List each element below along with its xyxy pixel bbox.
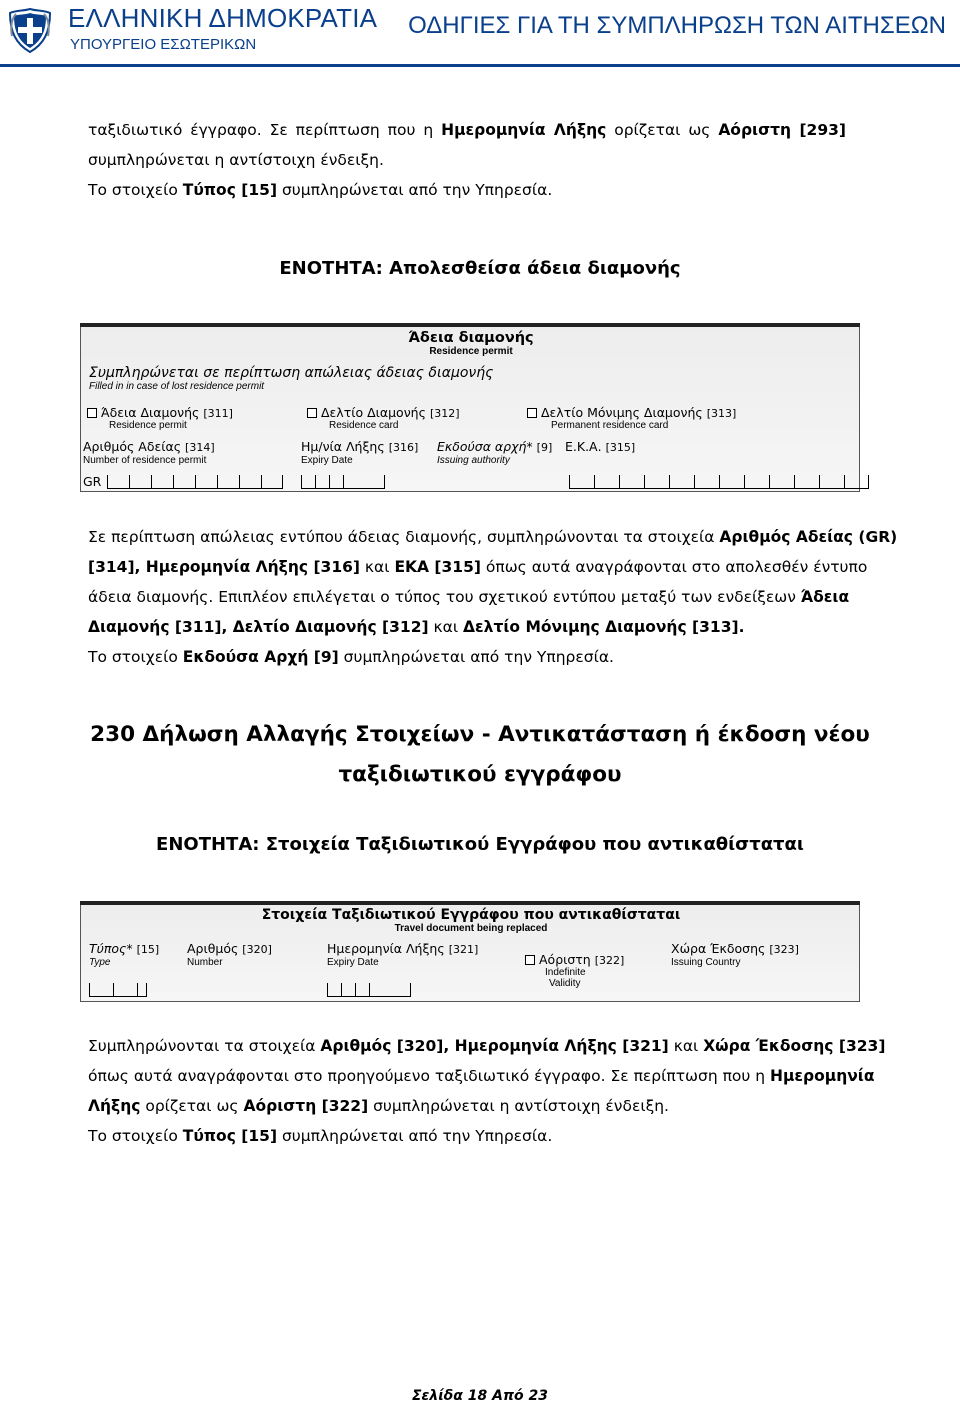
intro-line-1: ταξιδιωτικό έγγραφο. Σε περίπτωση που η Ημερομηνία Λήξης ορίζεται ως Αόριστη [293] [88, 121, 846, 139]
permit-number-input[interactable] [107, 475, 283, 489]
form-top-bar [80, 323, 860, 327]
digit-slot[interactable] [217, 475, 239, 489]
type-slot[interactable] [89, 983, 113, 997]
digit-slot[interactable] [173, 475, 195, 489]
page-header [0, 0, 960, 62]
option-permanent-card-en: Permanent residence card [551, 420, 669, 431]
option-permanent-card[interactable]: Δελτίο Μόνιμης Διαμονής [313] [527, 405, 736, 420]
digit-slot[interactable] [151, 475, 173, 489]
intro-line-3: Το στοιχείο Τύπος [15] συμπληρώνεται από την Υπηρεσία. [88, 181, 553, 199]
field-country-en: Issuing Country [671, 957, 741, 968]
option-residence-card-en: Residence card [329, 420, 399, 431]
form-header-subtitle: Residence permit [429, 346, 513, 357]
field-country-label: Χώρα Έκδοσης [323] [671, 941, 799, 956]
eka-slot[interactable] [769, 475, 794, 489]
page-number: Σελίδα 18 Από 23 [411, 1388, 549, 1404]
eka-slot[interactable] [594, 475, 619, 489]
field-issuing-authority-en: Issuing authority [437, 455, 510, 466]
eka-slot[interactable] [619, 475, 644, 489]
instr1-line-1: Σε περίπτωση απώλειας εντύπου άδειας διαμονής, συμπληρώνονται τα στοιχεία Αριθμός Αδείας (GR) [88, 528, 898, 546]
header-divider [0, 64, 960, 67]
date-slot[interactable] [327, 983, 341, 997]
eka-slot[interactable] [694, 475, 719, 489]
option-indefinite[interactable]: Αόριστη [322] [525, 952, 624, 967]
intro-line-2: συμπληρώνεται η αντίστοιχη ένδειξη. [88, 151, 384, 169]
instr2-line-4: Το στοιχείο Τύπος [15] συμπληρώνεται από την Υπηρεσία. [88, 1127, 553, 1145]
section-title-travel-document: ΕΝΟΤΗΤΑ: Στοιχεία Ταξιδιωτικού Εγγράφου που αντικαθίσταται [156, 834, 804, 855]
date-slot[interactable] [341, 983, 355, 997]
field-expiry-en: Expiry Date [327, 957, 379, 968]
instr2-line-3: Λήξης ορίζεται ως Αόριστη [322] συμπληρώνεται η αντίστοιχη ένδειξη. [88, 1097, 669, 1115]
expiry-date-input[interactable] [301, 475, 385, 489]
field-issuing-authority-label: Εκδούσα αρχή* [9] [437, 439, 553, 454]
date-slot[interactable] [301, 475, 315, 489]
checkbox-residence-card[interactable] [307, 408, 317, 418]
digit-slot[interactable] [195, 475, 217, 489]
ministry-name: ΥΠΟΥΡΓΕΙΟ ΕΣΩΤΕΡΙΚΩΝ [70, 36, 257, 53]
intro-paragraph [88, 115, 846, 205]
type-input[interactable] [89, 983, 147, 997]
form-header-title: Στοιχεία Ταξιδιωτικού Εγγράφου που αντικαθίσταται [261, 907, 681, 923]
travel-document-instructions [88, 1031, 886, 1151]
option-residence-permit[interactable]: Άδεια Διαμονής [311] [87, 405, 233, 420]
eka-slot[interactable] [819, 475, 844, 489]
field-type-label: Τύπος* [15] [89, 941, 160, 956]
instr1-line-4: Διαμονής [311], Δελτίο Διαμονής [312] και Δελτίο Μόνιμης Διαμονής [313]. [88, 618, 745, 636]
instr1-line-5: Το στοιχείο Εκδούσα Αρχή [9] συμπληρώνεται από την Υπηρεσία. [88, 648, 614, 666]
eka-input[interactable] [569, 475, 869, 489]
lost-permit-instructions [88, 522, 898, 672]
field-expiry-label: Ημ/νία Λήξης [316] [301, 439, 419, 454]
form-note-en: Filled in in case of lost residence permit [89, 381, 265, 392]
lost-permit-form [80, 326, 860, 492]
option-residence-card[interactable]: Δελτίο Διαμονής [312] [307, 405, 460, 420]
form-header-subtitle: Travel document being replaced [394, 923, 548, 934]
eka-slot[interactable] [669, 475, 694, 489]
date-slot[interactable] [329, 475, 343, 489]
section-230-title-line1: 230 Δήλωση Αλλαγής Στοιχείων - Αντικατάσταση ή έκδοση νέου [90, 722, 870, 747]
document-title: ΟΔΗΓΙΕΣ ΓΙΑ ΤΗ ΣΥΜΠΛΗΡΩΣΗ ΤΩΝ ΑΙΤΗΣΕΩΝ [408, 12, 946, 39]
eka-slot[interactable] [569, 475, 594, 489]
field-type-en: Type [89, 957, 111, 968]
date-slot[interactable] [343, 475, 385, 489]
expiry-date-input[interactable] [327, 983, 411, 997]
eka-slot[interactable] [644, 475, 669, 489]
form-note: Συμπληρώνεται σε περίπτωση απώλειας άδειας διαμονής [89, 365, 494, 381]
form-header-title: Άδεια διαμονής [408, 330, 534, 346]
eka-slot[interactable] [794, 475, 819, 489]
date-slot[interactable] [355, 983, 369, 997]
section-title-lost-permit: ΕΝΟΤΗΤΑ: Απολεσθείσα άδεια διαμονής [279, 258, 681, 279]
checkbox-indefinite[interactable] [525, 955, 535, 965]
type-slot[interactable] [137, 983, 147, 997]
checkbox-residence-permit[interactable] [87, 408, 97, 418]
org-title: ΕΛΛΗΝΙΚΗ ΔΗΜΟΚΡΑΤΙΑ [68, 3, 378, 33]
field-permit-number-en: Number of residence permit [83, 455, 207, 466]
form-top-bar [80, 901, 860, 905]
eka-slot[interactable] [719, 475, 744, 489]
instr2-line-2: όπως αυτά αναγράφονται στο προηγούμενο ταξιδιωτικό έγγραφο. Σε περίπτωση που η Ημερομηνία [88, 1067, 875, 1085]
instr1-line-3: άδεια διαμονής. Επιπλέον επιλέγεται ο τύπος του σχετικού εντύπου μεταξύ των ενδείξεων Άδεια [88, 588, 850, 606]
field-eka-label: Ε.Κ.Α. [315] [565, 439, 636, 454]
date-slot[interactable] [315, 475, 329, 489]
checkbox-permanent-card[interactable] [527, 408, 537, 418]
field-expiry-en: Expiry Date [301, 455, 353, 466]
eka-slot[interactable] [744, 475, 769, 489]
greek-coat-of-arms-icon [6, 6, 54, 54]
travel-document-form [80, 904, 860, 1002]
digit-slot[interactable] [129, 475, 151, 489]
field-number-en: Number [187, 957, 223, 968]
option-validity-en: Validity [549, 978, 581, 989]
digit-slot[interactable] [261, 475, 283, 489]
eka-slot[interactable] [844, 475, 869, 489]
digit-slot[interactable] [107, 475, 129, 489]
instr2-line-1: Συμπληρώνονται τα στοιχεία Αριθμός [320], Ημερομηνία Λήξης [321] και Χώρα Έκδοσης [323] [88, 1037, 886, 1055]
field-number-label: Αριθμός [320] [187, 941, 272, 956]
instr1-line-2: [314], Ημερομηνία Λήξης [316] και ΕΚΑ [315] όπως αυτά αναγράφονται στο απολεσθέν έντυπο [88, 558, 868, 576]
digit-slot[interactable] [239, 475, 261, 489]
gr-prefix: GR [83, 474, 102, 489]
field-expiry-label: Ημερομηνία Λήξης [321] [327, 941, 479, 956]
date-slot[interactable] [369, 983, 411, 997]
option-indefinite-en: Indefinite [545, 967, 586, 978]
type-slot[interactable] [113, 983, 137, 997]
field-permit-number-label: Αριθμός Αδείας [314] [83, 439, 215, 454]
section-230-title-line2: ταξιδιωτικού εγγράφου [338, 762, 622, 787]
option-residence-permit-en: Residence permit [109, 420, 187, 431]
